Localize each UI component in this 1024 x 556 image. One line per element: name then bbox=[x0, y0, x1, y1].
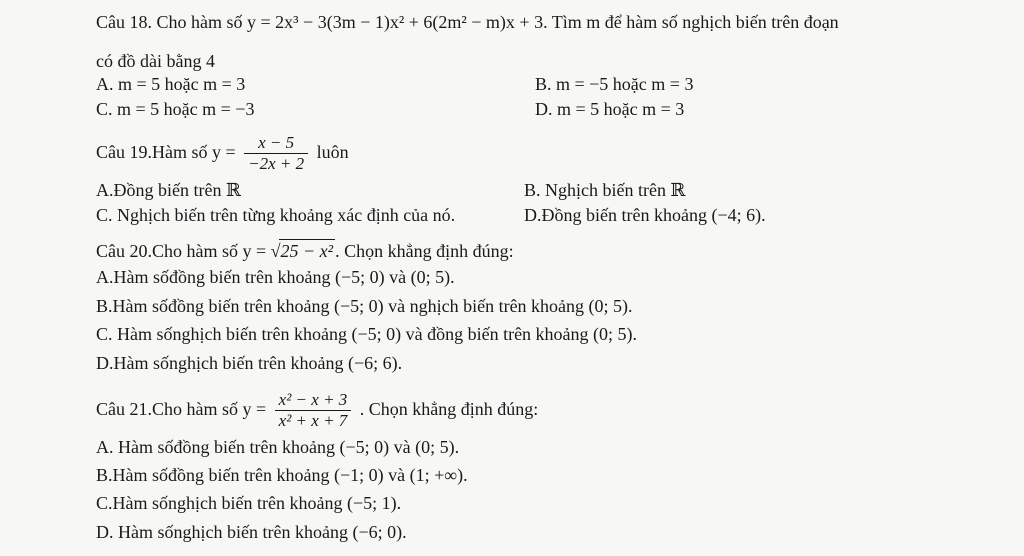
q18-option-d: D. m = 5 hoặc m = 3 bbox=[535, 99, 685, 119]
q19-option-d: D.Đồng biến trên khoảng (−4; 6). bbox=[524, 205, 766, 225]
q20-radicand: 25 − x² bbox=[280, 241, 334, 261]
q18-stem-continued: có đồ dài bằng 4 bbox=[96, 51, 215, 71]
q19-fraction-numerator: x − 5 bbox=[244, 133, 308, 154]
q21-option-a: A. Hàm sốđồng biến trên khoảng (−5; 0) và (0; 5). bbox=[96, 437, 460, 457]
q18-option-b: B. m = −5 hoặc m = 3 bbox=[535, 74, 694, 94]
q19-fraction-denominator: −2x + 2 bbox=[248, 154, 305, 174]
q21-stem-suffix: . Chọn khẳng định đúng: bbox=[359, 399, 539, 419]
q18-option-a: A. m = 5 hoặc m = 3 bbox=[96, 74, 246, 94]
q20-option-a: A.Hàm sốđồng biến trên khoảng (−5; 0) và (0; 5). bbox=[96, 267, 455, 287]
q19-option-a: A.Đồng biến trên ℝ bbox=[96, 180, 241, 200]
q19-stem-suffix: luôn bbox=[316, 142, 349, 162]
q20-option-b: B.Hàm sốđồng biến trên khoảng (−5; 0) và nghịch biến trên khoảng (0; 5). bbox=[96, 296, 633, 316]
q21-option-d: D. Hàm sốnghịch biến trên khoảng (−6; 0). bbox=[96, 522, 407, 542]
q21-option-c: C.Hàm sốnghịch biến trên khoảng (−5; 1). bbox=[96, 493, 402, 513]
q18-option-c: C. m = 5 hoặc m = −3 bbox=[96, 99, 255, 119]
q20-stem bbox=[96, 239, 514, 262]
q21-stem-prefix: Câu 21.Cho hàm số y = bbox=[96, 399, 267, 419]
q21-fraction-denominator: x² + x + 7 bbox=[278, 411, 348, 431]
q20-option-c: C. Hàm sốnghịch biến trên khoảng (−5; 0) và đồng biến trên khoảng (0; 5). bbox=[96, 324, 638, 344]
q18-stem: Câu 18. Cho hàm số y = 2x³ − 3(3m − 1)x² + 6(2m² − m)x + 3. Tìm m để hàm số nghịch biến trên đoạn bbox=[96, 12, 839, 32]
q20-option-d: D.Hàm sốnghịch biến trên khoảng (−6; 6). bbox=[96, 353, 403, 373]
q19-fraction bbox=[244, 133, 308, 174]
q20-stem-prefix: Câu 20.Cho hàm số y = √ bbox=[96, 241, 281, 261]
q21-fraction bbox=[275, 390, 352, 431]
q21-fraction-numerator: x² − x + 3 bbox=[275, 390, 352, 411]
q19-stem-prefix: Câu 19.Hàm số y = bbox=[96, 142, 236, 162]
q21-stem bbox=[96, 381, 538, 437]
q19-option-b: B. Nghịch biến trên ℝ bbox=[524, 180, 686, 200]
q21-option-b: B.Hàm sốđồng biến trên khoảng (−1; 0) và (1; +∞). bbox=[96, 465, 468, 485]
q19-option-c: C. Nghịch biến trên từng khoảng xác định của nó. bbox=[96, 205, 456, 225]
q19-stem bbox=[96, 124, 349, 180]
q20-stem-suffix: . Chọn khẳng định đúng: bbox=[335, 241, 514, 261]
